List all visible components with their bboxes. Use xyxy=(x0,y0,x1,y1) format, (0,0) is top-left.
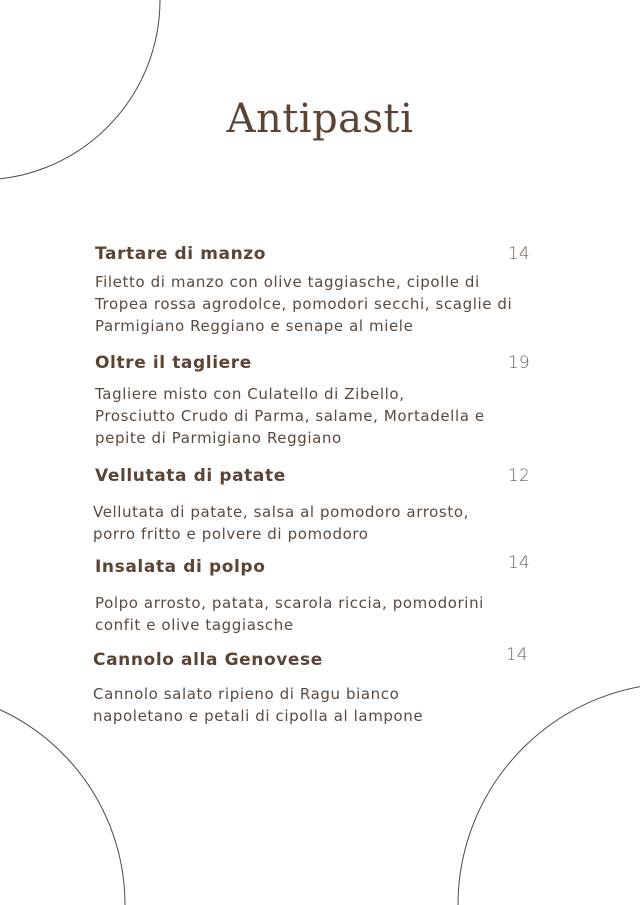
menu-item-description xyxy=(95,592,515,636)
menu-item-price: 14 xyxy=(508,553,530,573)
top-left-arc xyxy=(0,0,160,180)
menu-item-name: Vellutata di patate xyxy=(95,466,286,486)
menu-item-price: 19 xyxy=(508,353,530,373)
description-line: Tropea rossa agrodolce, pomodori secchi, scaglie di xyxy=(95,295,513,313)
description-line: napoletano e petali di cipolla al lampone xyxy=(93,707,424,725)
description-line: Prosciutto Crudo di Parma, salame, Mortadella e xyxy=(95,407,485,425)
description-line: porro fritto e polvere di pomodoro xyxy=(93,525,369,543)
description-line: pepite di Parmigiano Reggiano xyxy=(95,429,342,447)
menu-item-price: 12 xyxy=(508,466,530,486)
description-line: Cannolo salato ripieno di Ragu bianco xyxy=(93,685,400,703)
menu-title: Antipasti xyxy=(226,96,414,142)
menu-item-name: Oltre il tagliere xyxy=(95,353,252,373)
menu-item-price: 14 xyxy=(506,645,528,665)
description-line: Vellutata di patate, salsa al pomodoro arrosto, xyxy=(93,503,469,521)
menu-item-name: Cannolo alla Genovese xyxy=(93,650,323,670)
menu-item-name: Tartare di manzo xyxy=(95,244,267,264)
menu-item-description xyxy=(95,271,515,337)
description-line: Tagliere misto con Culatello di Zibello, xyxy=(95,385,405,403)
description-line: Parmigiano Reggiano e senape al miele xyxy=(95,317,414,335)
menu-item-price: 14 xyxy=(508,244,530,264)
description-line: Polpo arrosto, patata, scarola riccia, pomodorini xyxy=(95,594,484,612)
description-line: confit e olive taggiasche xyxy=(95,616,294,634)
menu-item-description xyxy=(93,501,513,545)
description-line: Filetto di manzo con olive taggiasche, cipolle di xyxy=(95,273,480,291)
menu-item-description xyxy=(95,383,515,449)
menu-item-name: Insalata di polpo xyxy=(95,557,266,577)
menu-item-description xyxy=(93,683,513,727)
